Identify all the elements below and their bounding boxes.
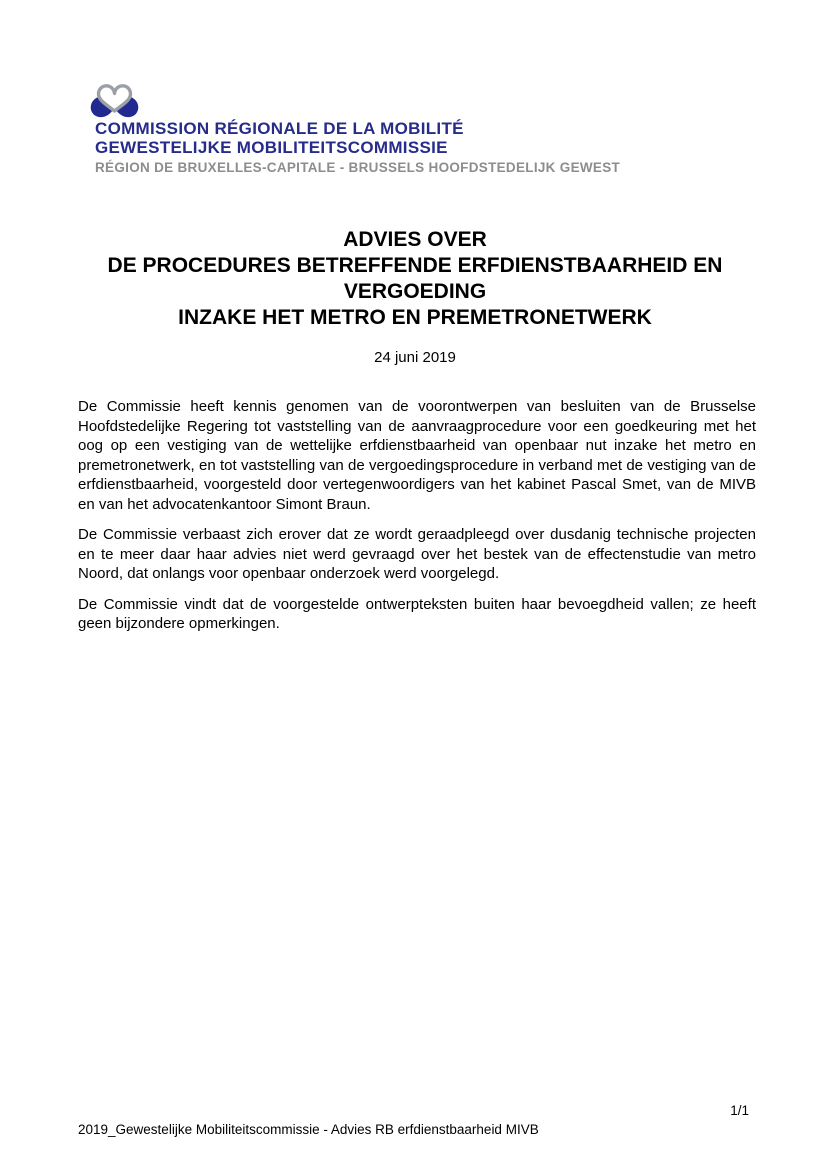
title-line-1: ADVIES OVER — [343, 228, 487, 251]
org-name-fr: COMMISSION RÉGIONALE DE LA MOBILITÉ — [95, 119, 464, 138]
mobility-commission-logo — [88, 84, 141, 120]
title-line-4: INZAKE HET METRO EN PREMETRONETWERK — [178, 306, 652, 329]
page-number: 1/1 — [730, 1103, 749, 1118]
org-name-nl: GEWESTELIJKE MOBILITEITSCOMMISSIE — [95, 138, 448, 157]
paragraph-3: De Commissie vindt dat de voorgestelde ontwerpteksten buiten haar bevoegdheid vallen; ze heeft geen bijzondere opmerkingen. — [78, 595, 756, 632]
document-date: 24 juni 2019 — [374, 349, 456, 366]
title-line-3: VERGOEDING — [343, 280, 487, 303]
region-subtitle: RÉGION DE BRUXELLES-CAPITALE - BRUSSELS HOOFDSTEDELIJK GEWEST — [95, 160, 621, 175]
paragraph-2: De Commissie verbaast zich erover dat ze wordt geraadpleegd over dusdanig technische projecten en te meer daar haar advies niet werd gevraagd over het bestek van de effectenstudie van metro Noord, dat onlangs voor openbaar onderzoek werd voorgelegd. — [78, 526, 756, 582]
paragraph-1: De Commissie heeft kennis genomen van de voorontwerpen van besluiten van de Brusselse Hoofdstedelijke Regering tot vaststelling van de aanvraagprocedure voor een goedkeuring met het oog op een vestiging van de wettelijke erfdienstbaarheid van openbaar nut inzake het metro en premetronetwerk, en tot vaststelling van de vergoedingsprocedure in verband met de vestiging van de erfdienstbaarheid, voorgesteld door vertegenwoordigers van het kabinet Pascal Smet, van de MIVB en van het advocatenkantoor Simont Braun. — [78, 398, 756, 513]
title-line-2: DE PROCEDURES BETREFFENDE ERFDIENSTBAARHEID EN — [107, 254, 723, 277]
footer-document-reference: 2019_Gewestelijke Mobiliteitscommissie - Advies RB erfdienstbaarheid MIVB — [78, 1122, 539, 1137]
letterhead — [95, 119, 620, 176]
document-body — [78, 397, 756, 645]
document-title — [74, 227, 756, 331]
